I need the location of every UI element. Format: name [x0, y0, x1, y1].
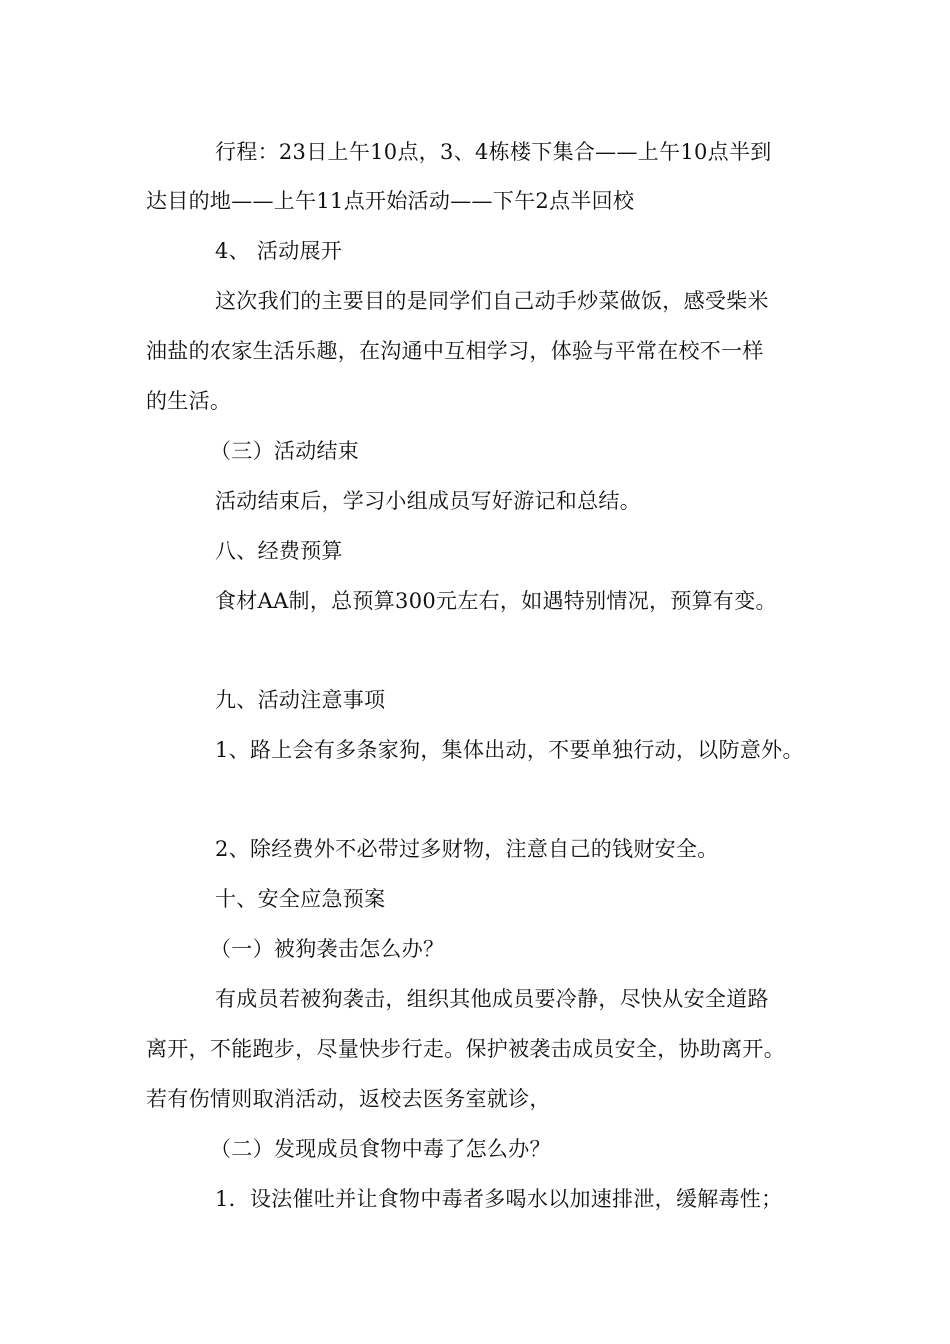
paragraph-line: 离开，不能跑步，尽量快步行走。保护被袭击成员安全，协助离开。: [146, 1037, 785, 1061]
paragraph-line: 油盐的农家生活乐趣，在沟通中互相学习，体验与平常在校不一样: [146, 339, 764, 363]
subsection-heading-food-poisoning: （二）发现成员食物中毒了怎么办？: [210, 1137, 551, 1161]
section-heading-budget: 八、经费预算: [215, 539, 343, 563]
list-item: 1．设法催吐并让食物中毒者多喝水以加速排泄，缓解毒性；: [215, 1187, 783, 1211]
section-heading-activity-end: （三）活动结束: [210, 439, 360, 463]
paragraph-line: 这次我们的主要目的是同学们自己动手炒菜做饭，感受柴米: [215, 289, 769, 313]
paragraph-line: 活动结束后，学习小组成员写好游记和总结。: [215, 489, 641, 513]
list-item: 1、路上会有多条家狗，集体出动，不要单独行动，以防意外。: [215, 738, 804, 762]
section-heading-emergency: 十、安全应急预案: [215, 887, 386, 911]
paragraph-line: 若有伤情则取消活动，返校去医务室就诊，: [146, 1087, 551, 1111]
section-heading-notes: 九、活动注意事项: [215, 688, 386, 712]
itinerary-line-1: 行程：23日上午10点，3、4栋楼下集合——上午10点半到: [215, 140, 772, 164]
paragraph-line: 食材AA制，总预算300元左右，如遇特别情况，预算有变。: [215, 589, 777, 613]
itinerary-line-2: 达目的地——上午11点开始活动——下午2点半回校: [146, 189, 635, 213]
subsection-heading-dog-attack: （一）被狗袭击怎么办？: [210, 937, 445, 961]
section-heading-activity-start: 4、 活动展开: [215, 239, 343, 263]
list-item: 2、除经费外不必带过多财物，注意自己的钱财安全。: [215, 837, 719, 861]
paragraph-line: 有成员若被狗袭击，组织其他成员要冷静，尽快从安全道路: [215, 987, 769, 1011]
paragraph-line: 的生活。: [146, 389, 232, 413]
